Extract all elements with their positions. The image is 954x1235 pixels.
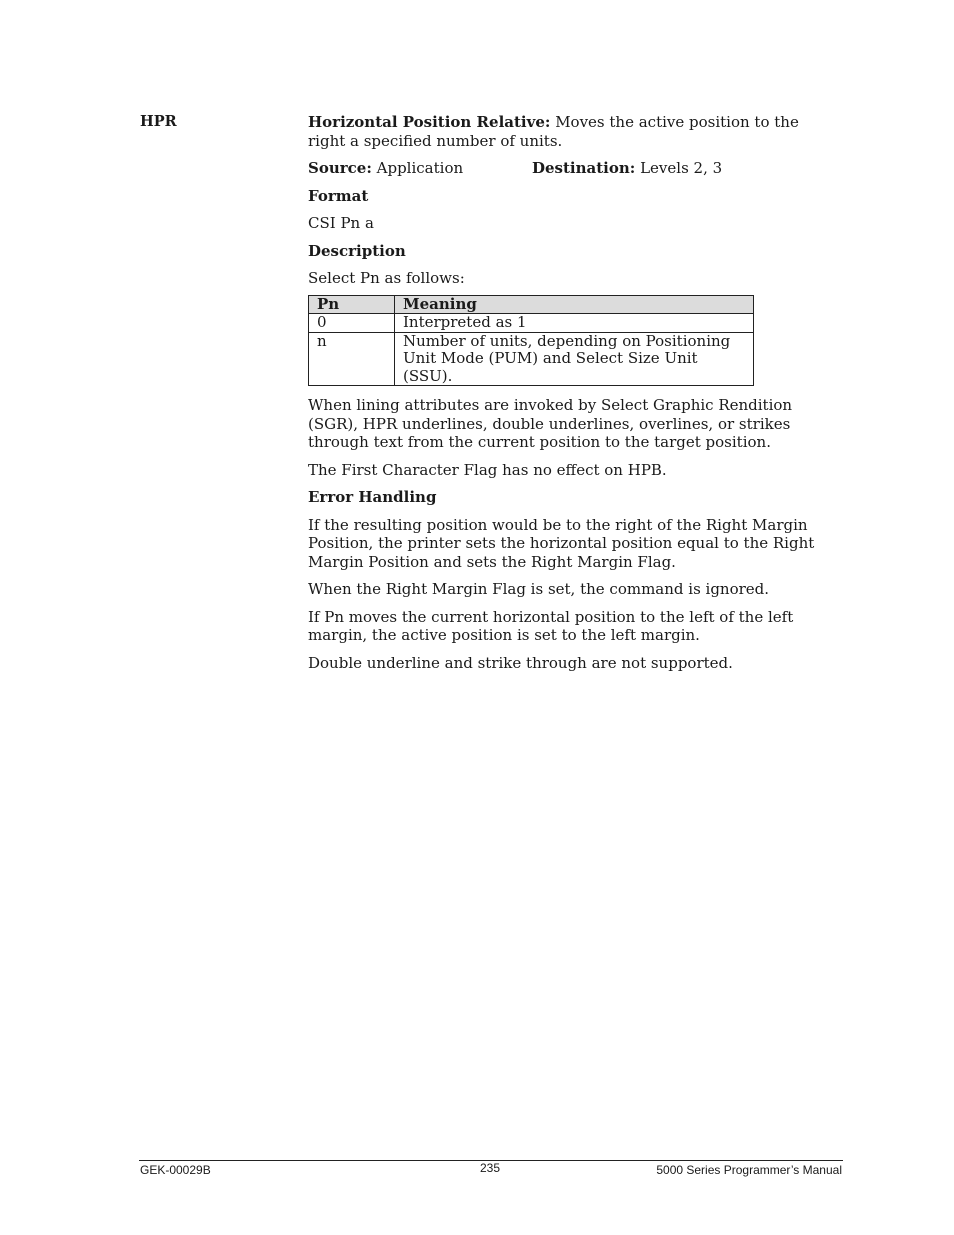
table-cell-pn: n (309, 332, 395, 386)
source (308, 159, 532, 178)
error-paragraph-2: When the Right Margin Flag is set, the command is ignored. (308, 580, 770, 598)
table-cell-meaning: Interpreted as 1 (395, 314, 754, 333)
table-cell-meaning: Number of units, depending on Positioning Unit Mode (PUM) and Select Size Unit (SSU). (395, 332, 754, 386)
paragraph-lining: When lining attributes are invoked by Select Graphic Rendition (SGR), HPR underlines, double underlines, overlines, or strikes through text from the current position to the target position. (308, 396, 793, 451)
table-row (309, 332, 754, 386)
table-header-meaning: Meaning (395, 295, 754, 314)
command-name: HPR (140, 113, 177, 130)
destination-value: Levels 2, 3 (635, 159, 723, 177)
destination (532, 159, 722, 178)
table-cell-pn: 0 (309, 314, 395, 333)
destination-label: Destination: (532, 159, 636, 177)
table-header-pn: Pn (309, 295, 395, 314)
title-text: Moves the active position to the right a specified number of units. (308, 113, 799, 150)
error-paragraph-1: If the resulting position would be to the right of the Right Margin Position, the printer sets the horizontal position equal to the Right Margin Position and sets the Right Margin Flag. (308, 515, 815, 571)
command-body (308, 113, 838, 681)
footer-page-number: 235 (480, 1161, 501, 1175)
error-paragraph-3: If Pn moves the current horizontal position to the left of the left margin, the active position is set to the left margin. (308, 607, 794, 644)
description-heading: Description (308, 241, 406, 260)
command-title (308, 113, 838, 150)
source-label: Source: (308, 159, 372, 177)
title-label: Horizontal Position Relative: (308, 113, 551, 131)
select-text: Select Pn as follows: (308, 269, 465, 287)
paragraph-first-char: The First Character Flag has no effect on HPB. (308, 460, 667, 479)
error-paragraph-4: Double underline and strike through are not supported. (308, 653, 733, 672)
footer-manual-title: 5000 Series Programmer’s Manual (656, 1163, 842, 1177)
footer-doc-id: GEK-00029B (140, 1163, 211, 1177)
table-row (309, 314, 754, 333)
source-destination (308, 159, 838, 178)
source-value: Application (371, 159, 464, 177)
error-heading: Error Handling (308, 488, 437, 506)
format-value: CSI Pn a (308, 214, 374, 232)
format-heading: Format (308, 186, 369, 205)
pn-table (308, 295, 754, 387)
table-header-row (309, 295, 754, 314)
